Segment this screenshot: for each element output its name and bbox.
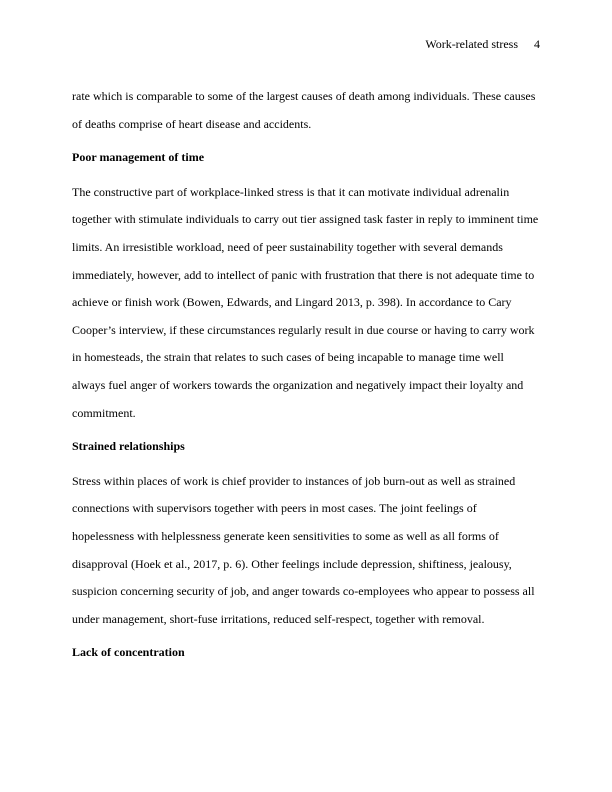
text-line: under management, short-fuse irritations, reduced self-respect, together with removal.: [72, 611, 485, 626]
text-line: connections with supervisors together with peers in most cases. The joint feelings of: [72, 501, 477, 516]
paragraph-strained-relationships: [72, 468, 540, 634]
text-line: of deaths comprise of heart disease and accidents.: [72, 116, 312, 131]
text-line: disapproval (Hoek et al., 2017, p. 6). Other feelings include depression, shiftiness, jealousy,: [72, 556, 512, 571]
paragraph-continued: [72, 83, 540, 138]
text-line: suspicion concerning security of job, and anger towards co-employees who appear to possess all: [72, 584, 535, 599]
text-line: Stress within places of work is chief provider to instances of job burn-out as well as strained: [72, 473, 516, 488]
text-line: The constructive part of workplace-linked stress is that it can motivate individual adrenalin: [72, 184, 510, 199]
running-head: [425, 36, 540, 52]
paragraph-time-management: [72, 179, 540, 427]
section-heading-lack-of-concentration: Lack of concentration: [72, 645, 185, 660]
text-line: achieve or finish work (Bowen, Edwards, and Lingard 2013, p. 398). In accordance to Cary: [72, 295, 512, 310]
page-number: 4: [534, 37, 540, 51]
text-line: hopelessness with helplessness generate keen sensitivities to some as well as all forms of: [72, 528, 499, 543]
document-body: [72, 83, 540, 667]
text-line: commitment.: [72, 405, 136, 420]
section-heading-strained-relationships: Strained relationships: [72, 439, 185, 454]
text-line: always fuel anger of workers towards the organization and negatively impact their loyalty and: [72, 377, 524, 392]
text-line: limits. An irresistible workload, need of peer sustainability together with several demands: [72, 239, 503, 254]
text-line: together with stimulate individuals to carry out tier assigned task faster in reply to imminent time: [72, 212, 539, 227]
text-line: immediately, however, add to intellect of panic with frustration that there is not adequate time to: [72, 267, 535, 282]
text-line: Cooper’s interview, if these circumstances regularly result in due course or having to carry work: [72, 322, 535, 337]
text-line: in homesteads, the strain that relates to such cases of being incapable to manage time well: [72, 350, 504, 365]
section-heading-time-management: Poor management of time: [72, 150, 205, 165]
text-line: rate which is comparable to some of the largest causes of death among individuals. These causes: [72, 89, 536, 103]
running-title: Work-related stress: [425, 37, 518, 51]
